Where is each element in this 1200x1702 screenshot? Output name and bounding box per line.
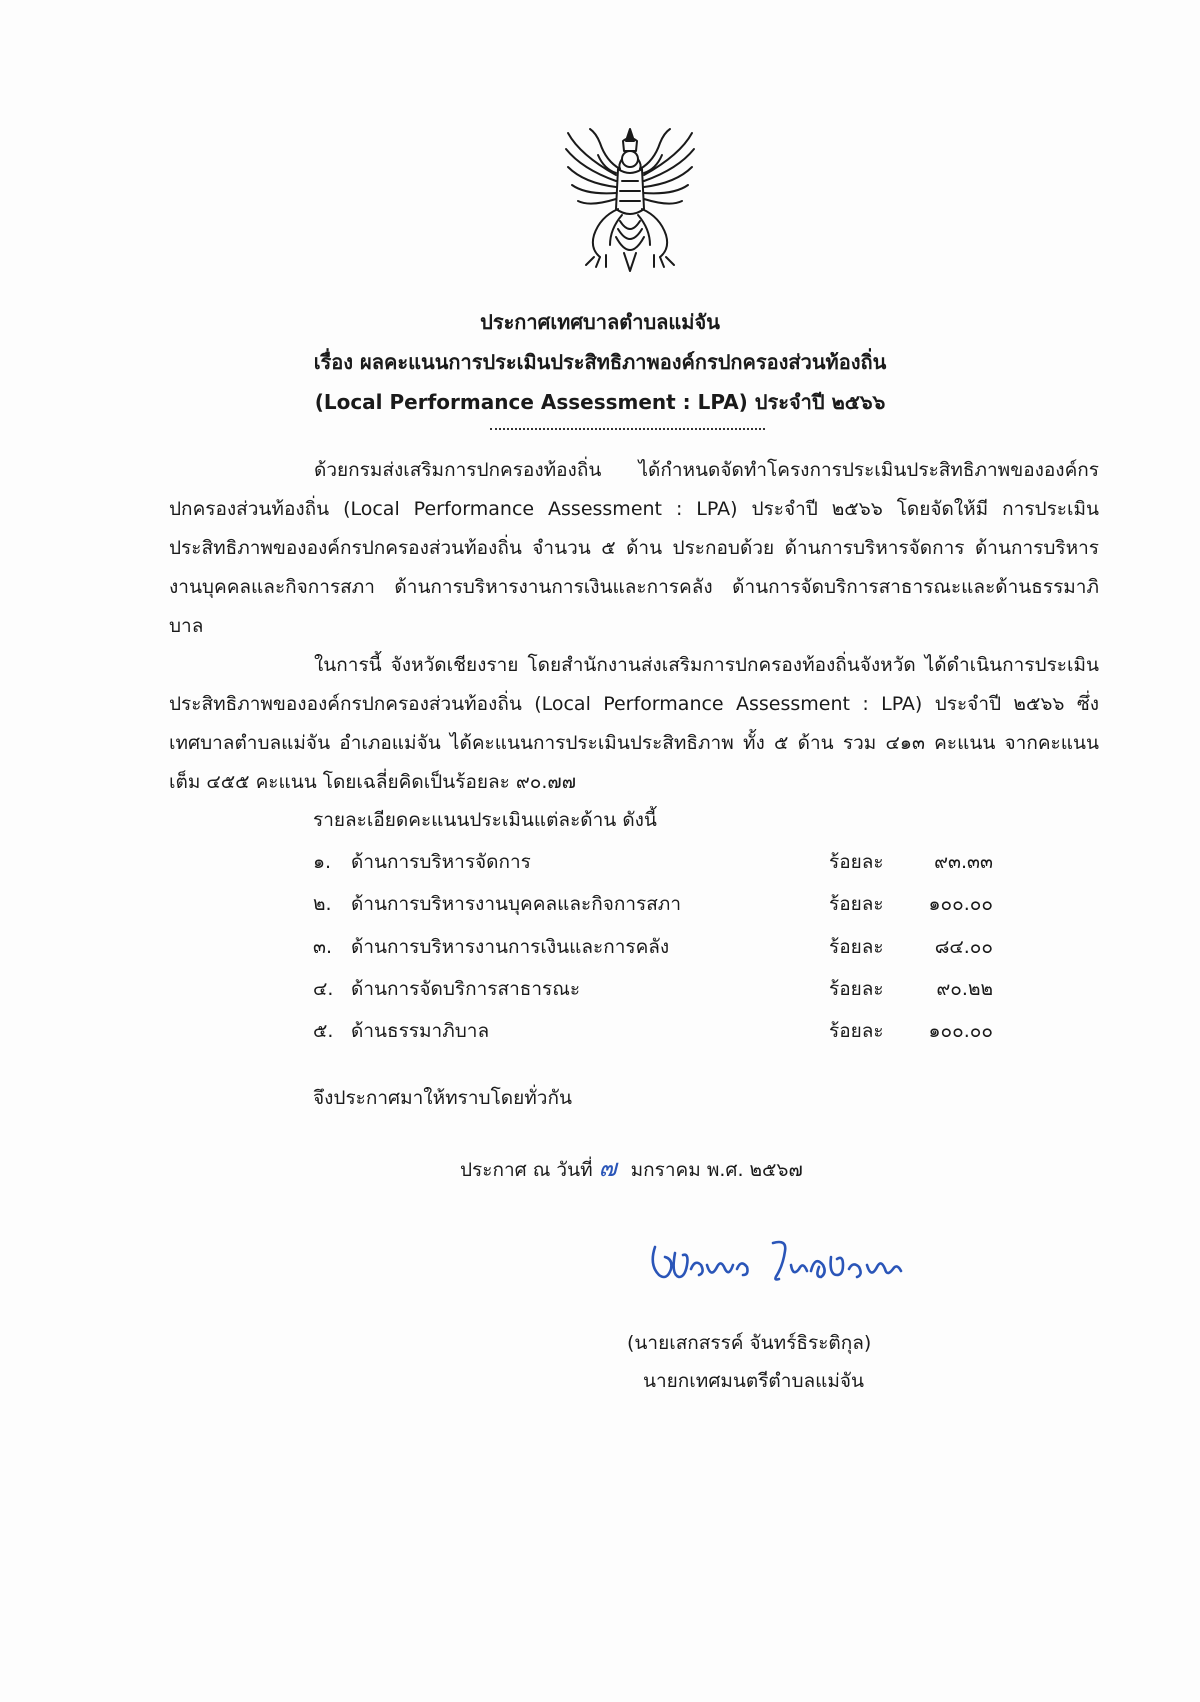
score-number: ๓.: [313, 936, 333, 958]
score-percent-value: ๑๐๐.๐๐: [928, 893, 993, 915]
announcement-issuer: ประกาศเทศบาลตำบลแม่จัน: [480, 310, 720, 334]
score-category: ด้านการบริหารจัดการ: [351, 851, 531, 873]
score-row: [313, 847, 993, 883]
paragraph-background-text: ด้วยกรมส่งเสริมการปกครองท้องถิ่น ได้กำหนดจัดทำโครงการประเมินประสิทธิภาพขององค์กรปกครองส่วนท้องถิ่น (Local Performance Assessment : LPA) ประจำปี ๒๕๖๖ โดยจัดให้มี การประเมินประสิทธิภาพขององค์กรปกครองส่วนท้องถิ่น จำนวน ๕ ด้าน ประกอบด้วย ด้านการบริหารจัดการ ด้านการบริหารงานบุคคลและกิจการสภา ด้านการบริหารงานการเงินและการคลัง ด้านการจัดบริการสาธารณะและด้านธรรมาภิบาล: [169, 459, 1099, 637]
announcement-date: [460, 1148, 803, 1187]
score-number: ๒.: [313, 893, 332, 915]
score-category: ด้านธรรมาภิบาล: [351, 1020, 490, 1042]
score-row: [313, 974, 993, 1010]
score-percent-label: ร้อยละ: [829, 978, 884, 1000]
score-percent-value: ๘๔.๐๐: [934, 936, 993, 958]
score-category: ด้านการบริหารงานการเงินและการคลัง: [351, 936, 670, 958]
closing-statement: จึงประกาศมาให้ทราบโดยทั่วกัน: [313, 1087, 572, 1109]
garuda-emblem-icon: [560, 125, 700, 275]
score-percent-value: ๑๐๐.๐๐: [928, 1020, 993, 1042]
score-percent-label: ร้อยละ: [829, 1020, 884, 1042]
paragraph-results: [169, 646, 1099, 802]
score-number: ๑.: [313, 851, 332, 873]
handwritten-signature: [645, 1225, 915, 1295]
score-percent-label: ร้อยละ: [829, 893, 884, 915]
score-row: [313, 1016, 993, 1052]
score-category: ด้านการบริหารงานบุคคลและกิจการสภา: [351, 893, 681, 915]
paragraph-results-text: ในการนี้ จังหวัดเชียงราย โดยสำนักงานส่งเสริมการปกครองท้องถิ่นจังหวัด ได้ดำเนินการประเมินประสิทธิภาพขององค์กรปกครองส่วนท้องถิ่น (Local Performance Assessment : LPA) ประจำปี ๒๕๖๖ ซึ่งเทศบาลตำบลแม่จัน อำเภอแม่จัน ได้คะแนนการประเมินประสิทธิภาพ ทั้ง ๕ ด้าน รวม ๔๑๓ คะแนน จากคะแนนเต็ม ๔๕๕ คะแนน โดยเฉลี่ยคิดเป็นร้อยละ ๙๐.๗๗: [169, 654, 1099, 793]
score-percent-label: ร้อยละ: [829, 851, 884, 873]
title-divider: [490, 428, 765, 430]
date-month-year: มกราคม พ.ศ. ๒๕๖๗: [630, 1159, 803, 1181]
date-day-handwritten: ๗: [598, 1154, 617, 1182]
paragraph-background: [169, 451, 1099, 646]
score-details-heading: รายละเอียดคะแนนประเมินแต่ละด้าน ดังนี้: [313, 809, 657, 831]
signer-title: นายกเทศมนตรีตำบลแม่จัน: [643, 1370, 865, 1392]
score-number: ๔.: [313, 978, 334, 1000]
score-number: ๕.: [313, 1020, 334, 1042]
score-category: ด้านการจัดบริการสาธารณะ: [351, 978, 581, 1000]
score-percent-value: ๙๓.๓๓: [934, 851, 993, 873]
announcement-subject-continued: (Local Performance Assessment : LPA) ประจำปี ๒๕๖๖: [314, 390, 886, 414]
score-row: [313, 932, 993, 968]
announcement-subject: เรื่อง ผลคะแนนการประเมินประสิทธิภาพองค์กรปกครองส่วนท้องถิ่น: [313, 350, 887, 374]
score-percent-label: ร้อยละ: [829, 936, 884, 958]
score-percent-value: ๙๐.๒๒: [936, 978, 993, 1000]
date-prefix: ประกาศ ณ วันที่: [460, 1159, 593, 1181]
score-row: [313, 889, 993, 925]
signer-name: (นายเสกสรรค์ จันทร์ธิระติกุล): [627, 1332, 872, 1354]
